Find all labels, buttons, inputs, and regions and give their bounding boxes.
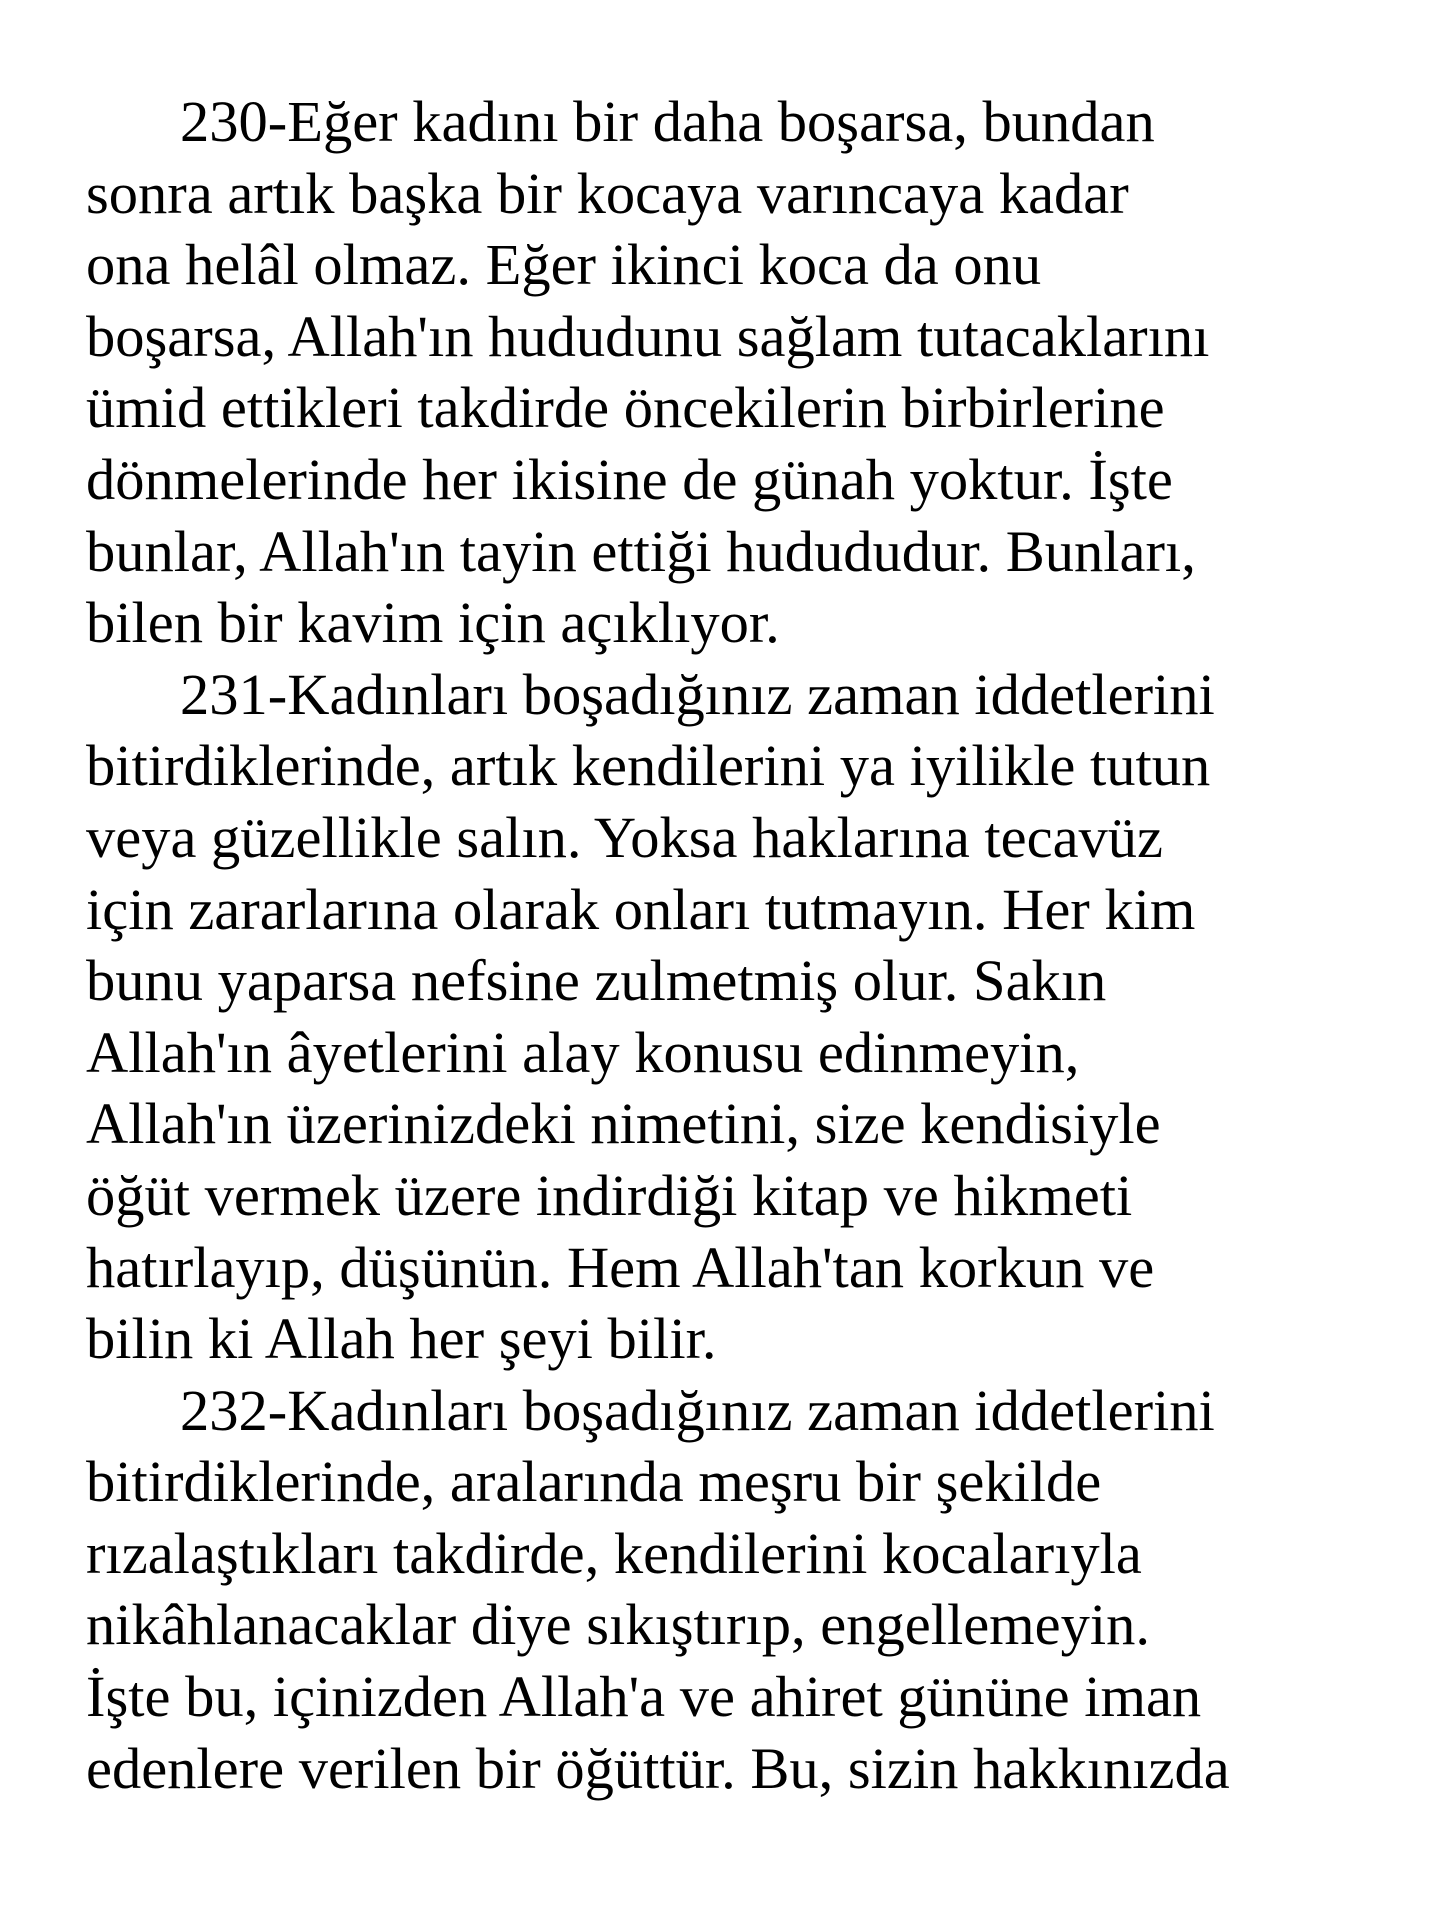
document-page: [86, 86, 1406, 1866]
text-line: Allah'ın âyetlerini alay konusu edinmeyin,: [86, 1019, 1080, 1085]
text-line: ona helâl olmaz. Eğer ikinci koca da onu: [86, 232, 1042, 298]
text-line: 232-Kadınları boşadığınız zaman iddetlerini: [180, 1377, 1215, 1443]
text-line: nikâhlanacaklar diye sıkıştırıp, engellemeyin.: [86, 1592, 1151, 1658]
text-line: rızalaştıkları takdirde, kendilerini kocalarıyla: [86, 1520, 1142, 1586]
text-line: bitirdiklerinde, aralarında meşru bir şekilde: [86, 1449, 1102, 1515]
text-line: sonra artık başka bir kocaya varıncaya kadar: [86, 160, 1129, 226]
text-line: bilin ki Allah her şeyi bilir.: [86, 1306, 717, 1372]
text-line: 230-Eğer kadını bir daha boşarsa, bundan: [180, 89, 1155, 154]
text-line: Allah'ın üzerinizdeki nimetini, size kendisiyle: [86, 1091, 1161, 1157]
text-line: edenlere verilen bir öğüttür. Bu, sizin hakkınızda: [86, 1735, 1230, 1801]
text-line: İşte bu, içinizden Allah'a ve ahiret gününe iman: [86, 1664, 1202, 1730]
text-line: öğüt vermek üzere indirdiği kitap ve hikmeti: [86, 1162, 1133, 1228]
text-line: veya güzellikle salın. Yoksa haklarına tecavüz: [86, 804, 1164, 870]
text-line: dönmelerinde her ikisine de günah yoktur. İşte: [86, 446, 1173, 512]
verse-230-paragraph: [86, 86, 1406, 659]
text-line: ümid ettikleri takdirde öncekilerin birbirlerine: [86, 375, 1165, 441]
text-line: hatırlayıp, düşünün. Hem Allah'tan korkun ve: [86, 1234, 1155, 1300]
text-line: için zararlarına olarak onları tutmayın. Her kim: [86, 876, 1196, 942]
verse-231-paragraph: [86, 659, 1406, 1375]
text-line: bunlar, Allah'ın tayin ettiği hudududur. Bunları,: [86, 518, 1196, 584]
text-line: 231-Kadınları boşadığınız zaman iddetlerini: [180, 661, 1215, 727]
text-line: bitirdiklerinde, artık kendilerini ya iyilikle tutun: [86, 733, 1211, 799]
text-line: bilen bir kavim için açıklıyor.: [86, 590, 780, 656]
text-line: bunu yaparsa nefsine zulmetmiş olur. Sakın: [86, 948, 1107, 1014]
verse-232-paragraph: [86, 1375, 1406, 1805]
text-line: boşarsa, Allah'ın hududunu sağlam tutacaklarını: [86, 303, 1210, 369]
